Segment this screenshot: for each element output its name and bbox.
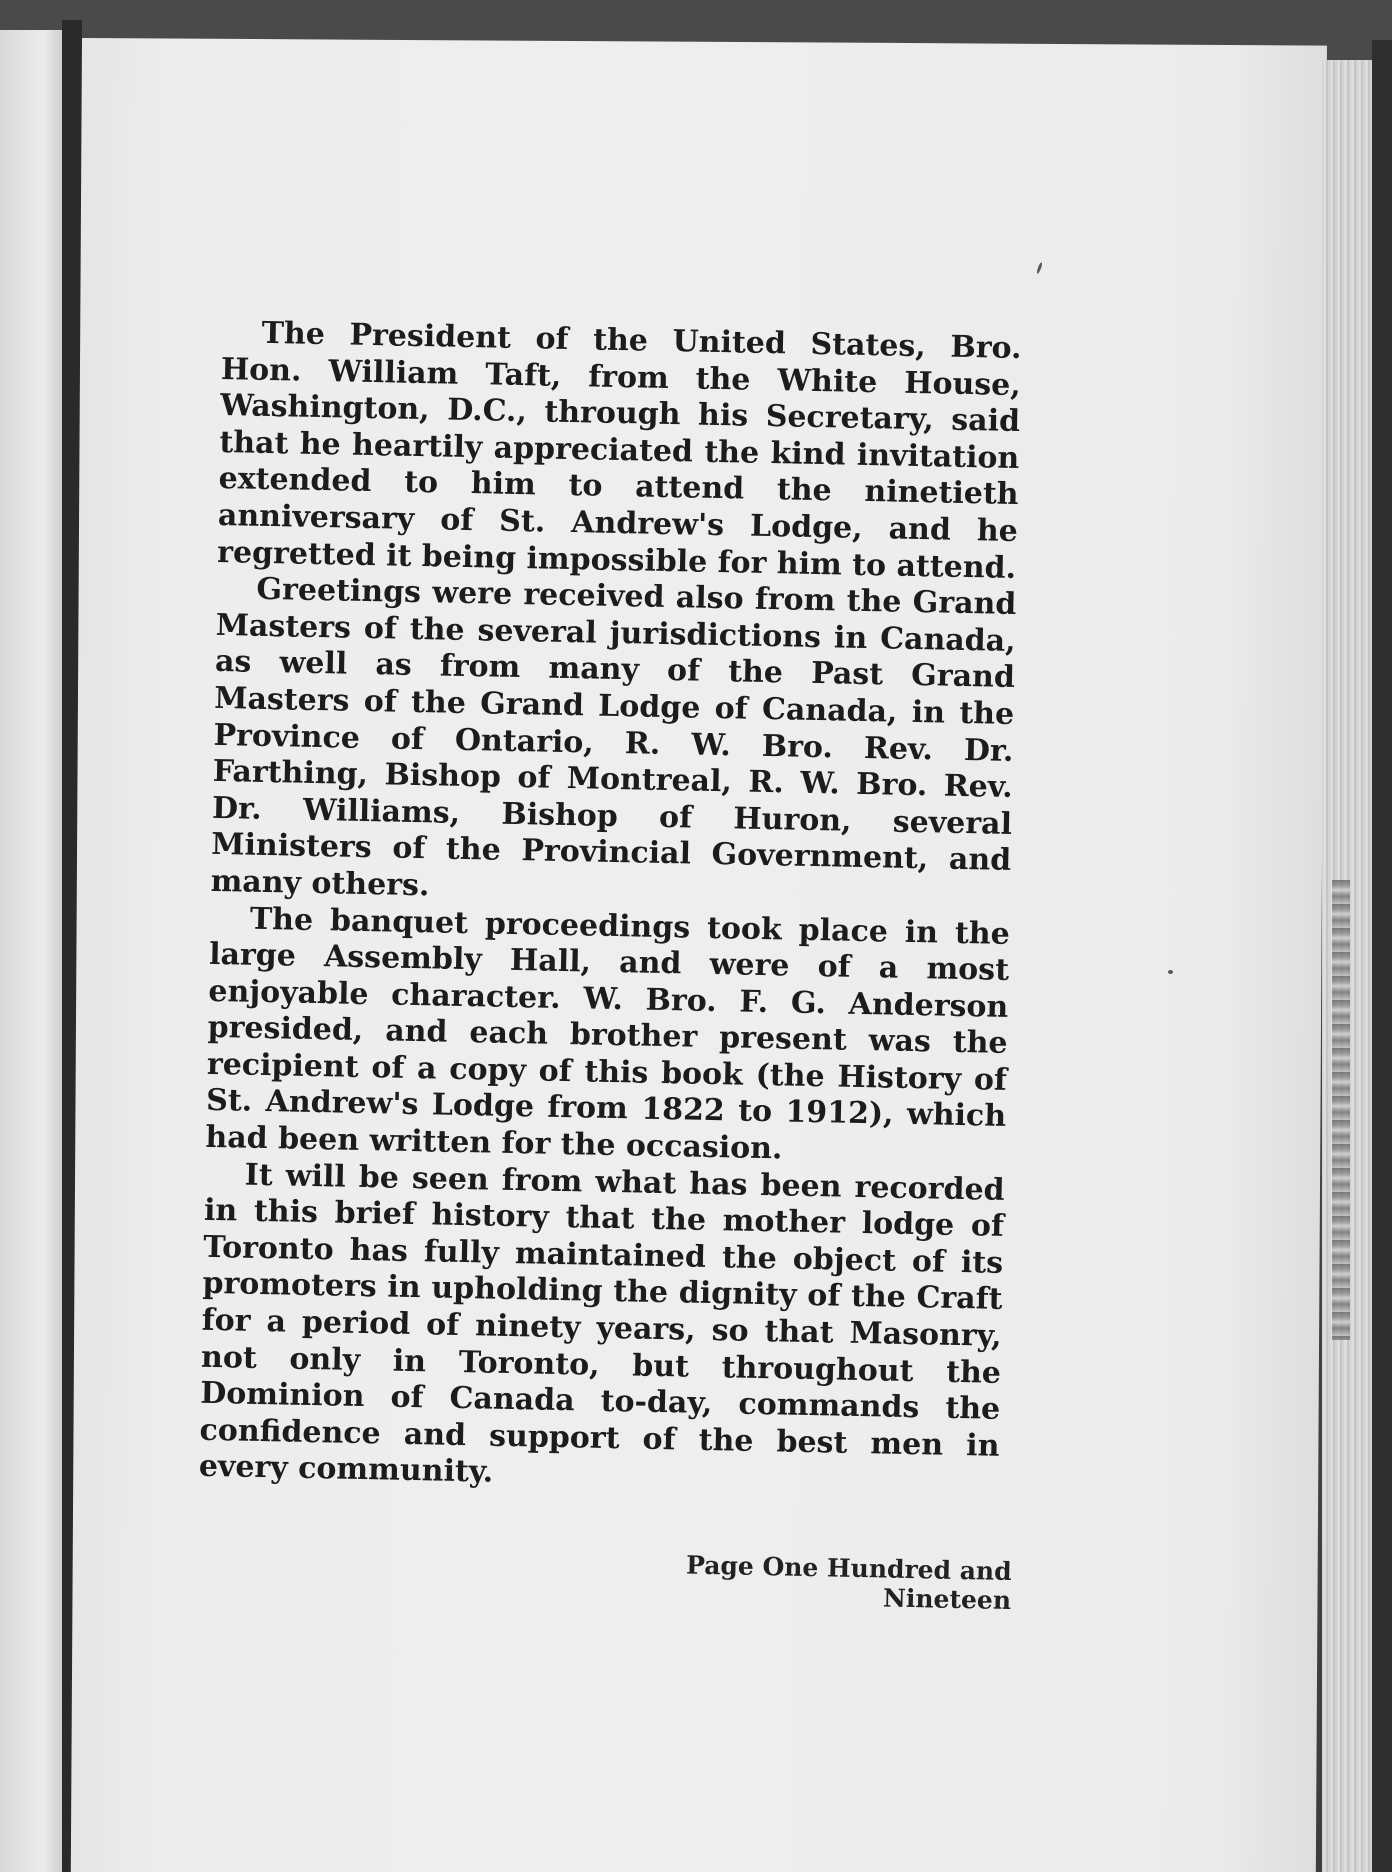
body-text [198, 315, 1021, 1502]
paragraph-conclusion: It will be seen from what has been recorded in this brief history that the mother lodge of Toronto has fully maintained the object of its promoters in upholding the dignity of the Craft for a period of ninety years, so that Masonry, not only in Toronto, but throughout the Dominion of Canada to-day, commands the confidence and support of the best men in every community. [198, 1157, 1005, 1491]
paragraph-banquet: The banquet proceedings took place in the large Assembly Hall, and were of a most enjoyable character. W. Bro. F. G. Anderson presided, and each brother present was the recipient of a copy of this book (the History of St. Andrew's Lodge from 1822 to 1912), which had been written for the occasion. [205, 901, 1011, 1167]
scan-border [1372, 40, 1392, 1872]
paper-speck [1168, 970, 1173, 974]
previous-page-edge [0, 30, 62, 1872]
page-edges-stack [1322, 60, 1372, 1872]
page-edges-shadow [1332, 880, 1350, 1340]
page-number-footer: Page One Hundred and Nineteen [685, 1550, 1012, 1616]
paragraph-taft: The President of the United States, Bro. Hon. William Taft, from the White House, Washington, D.C., through his Secretary, said that he heartily appreciated the kind invitation extended to him to attend the ninetieth anniversary of St. Andrew's Lodge, and he regretted it being impossible for him to attend. [216, 315, 1022, 586]
paragraph-greetings: Greetings were received also from the Grand Masters of the several jurisdictions in Canada, as well as from many of the Past Grand Masters of the Grand Lodge of Canada, in the Province of Ontario, R. W. Bro. Rev. Dr. Farthing, Bishop of Montreal, R. W. Bro. Rev. Dr. Williams, Bishop of Huron, several Ministers of the Provincial Government, and many others. [210, 571, 1017, 904]
